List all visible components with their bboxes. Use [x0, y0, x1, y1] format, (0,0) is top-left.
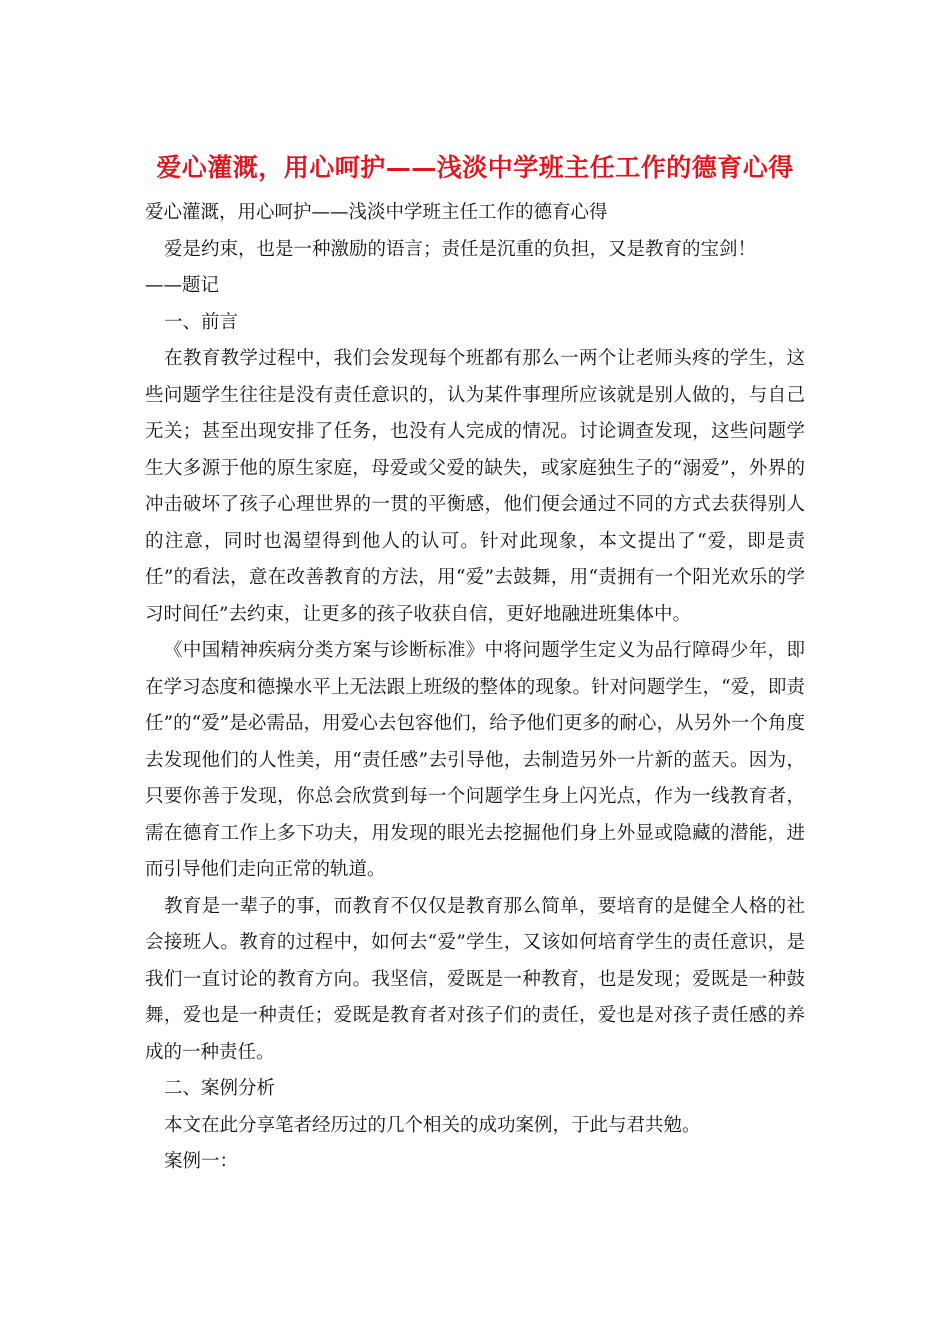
section-heading-case-analysis: 二、案例分析: [164, 1078, 276, 1099]
paragraph-epigraph: 爱是约束，也是一种激励的语言；责任是沉重的负担，又是教育的宝剑！: [164, 238, 757, 260]
document-title: 爱心灌溉，用心呵护——浅淡中学班主任工作的德育心得: [156, 153, 794, 182]
paragraph-preface-3: 教育是一辈子的事，而教育不仅仅是教育那么简单，要培育的是健全人格的社会接班人。教育的过程中，如何去“爱”学生，又该如何培育学生的责任意识，是我们一直讨论的教育方向。我坚信，爱既是一种教育，也是发现；爱既是一种鼓舞，爱也是一种责任；爱既是教育者对孩子们的责任，爱也是对孩子责任感的养成的一种责任。: [145, 895, 805, 1063]
document-body: [145, 195, 805, 1181]
paragraph-preface-1: 在教育教学过程中，我们会发现每个班都有那么一两个让老师头疼的学生，这些问题学生往往是没有责任意识的，认为某件事理所应该就是别人做的，与自己无关；甚至出现安排了任务，也没有人完成的情况。讨论调查发现，这些问题学生大多源于他的原生家庭，母爱或父爱的缺失，或家庭独生子的“溺爱”，外界的冲击破坏了孩子心理世界的一贯的平衡感，他们便会通过不同的方式去获得别人的注意，同时也渴望得到他人的认可。针对此现象，本文提出了“爱，即是责任”的看法，意在改善教育的方法，用“爱”去鼓舞，用“责拥有一个阳光欢乐的学习时间任”去约束，让更多的孩子收获自信，更好地融进班集体中。: [145, 348, 805, 625]
paragraph-repeated-title: 爱心灌溉，用心呵护——浅淡中学班主任工作的德育心得: [145, 202, 608, 223]
paragraph-preface-2: 《中国精神疾病分类方案与诊断标准》中将问题学生定义为品行障碍少年，即在学习态度和德操水平上无法跟上班级的整体的现象。针对问题学生，“爱，即责任”的“爱”是必需品，用爱心去包容他们，给予他们更多的耐心，从另外一个角度去发现他们的人性美，用“责任感”去引导他，去制造另外一片新的蓝天。因为，只要你善于发现，你总会欣赏到每一个问题学生身上闪光点，作为一线教育者，需在德育工作上多下功夫，用发现的眼光去挖掘他们身上外显或隐藏的潜能，进而引导他们走向正常的轨道。: [145, 640, 805, 880]
paragraph-case-intro: 本文在此分享笔者经历过的几个相关的成功案例，于此与君共勉。: [164, 1114, 701, 1136]
paragraph-case-one-label: 案例一：: [164, 1151, 239, 1172]
section-heading-preface: 一、前言: [164, 311, 239, 333]
paragraph-epigraph-attribution: ——题记: [145, 275, 220, 296]
